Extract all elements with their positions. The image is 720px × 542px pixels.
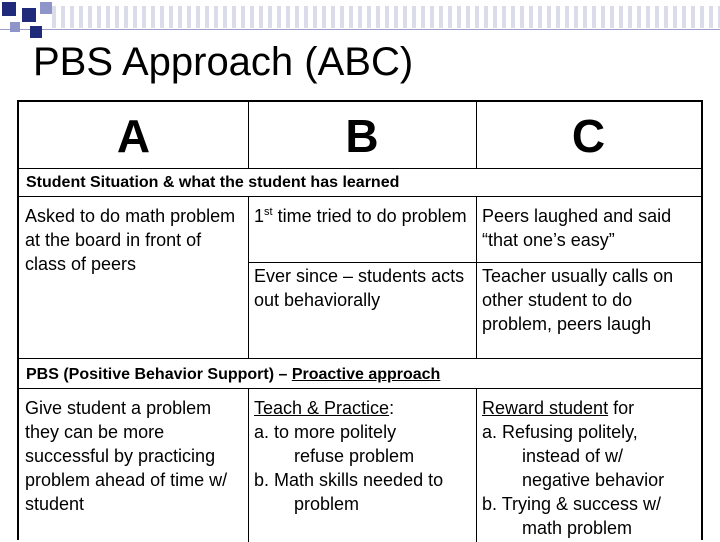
deco-square-5 [30,26,42,38]
situation-behavior-1 [248,202,476,230]
pbs-consequence [476,394,701,542]
pbs-behavior [248,394,476,518]
deco-square-1 [2,2,16,16]
situation-consequence-1: Peers laughed and said “that one’s easy” [482,206,672,250]
situation-banner: Student Situation & what the student has learned [26,174,400,191]
deco-square-2 [22,8,36,22]
page-title: PBS Approach (ABC) [33,40,414,84]
ordinal-suffix: st [264,206,273,218]
header-b: B [345,110,379,162]
behavior-b: b. Math skills needed to [254,470,444,490]
consequence-a-cont1: instead of w/ [522,446,624,466]
row-divider [19,358,701,359]
row-divider [19,388,701,389]
header-a: A [116,110,151,162]
proactive-approach-link[interactable]: Proactive approach [291,366,441,383]
consequence-b: b. Trying & success w/ [482,494,662,514]
situation-consequence-2: Teacher usually calls on other student to do problem, peers laugh [482,266,674,334]
row-divider [19,196,701,197]
behavior-a: a. to more politely [254,422,397,442]
consequence-b-cont: math problem [522,518,633,538]
pbs-antecedent: Give student a problem they can be more successful by practicing problem ahead of time w/ student [25,398,228,514]
reward-heading-suffix: for [608,398,635,418]
reward-heading: Reward student [482,398,609,418]
deco-square-4 [10,22,20,32]
behavior-a-cont: refuse problem [294,446,415,466]
teach-practice-heading: Teach & Practice [254,398,390,418]
consequence-a: a. Refusing politely, [482,422,638,442]
pbs-banner-prefix: PBS (Positive Behavior Support) – [26,366,292,383]
header-stripe [52,6,720,28]
consequence-a-cont2: negative behavior [522,470,665,490]
deco-square-3 [40,2,52,14]
abc-table [17,100,703,540]
behavior-1-text: time tried to do problem [272,206,467,226]
behavior-b-cont: problem [294,494,360,514]
header-c: C [571,110,606,162]
header-rule [0,29,720,30]
teach-practice-colon: : [389,398,395,418]
row-divider [19,168,701,169]
situation-antecedent: Asked to do math problem at the board in front of class of peers [25,206,236,274]
situation-behavior-2: Ever since – students acts out behaviorally [254,266,465,310]
pbs-banner [19,364,701,386]
ordinal-number: 1 [254,206,265,226]
